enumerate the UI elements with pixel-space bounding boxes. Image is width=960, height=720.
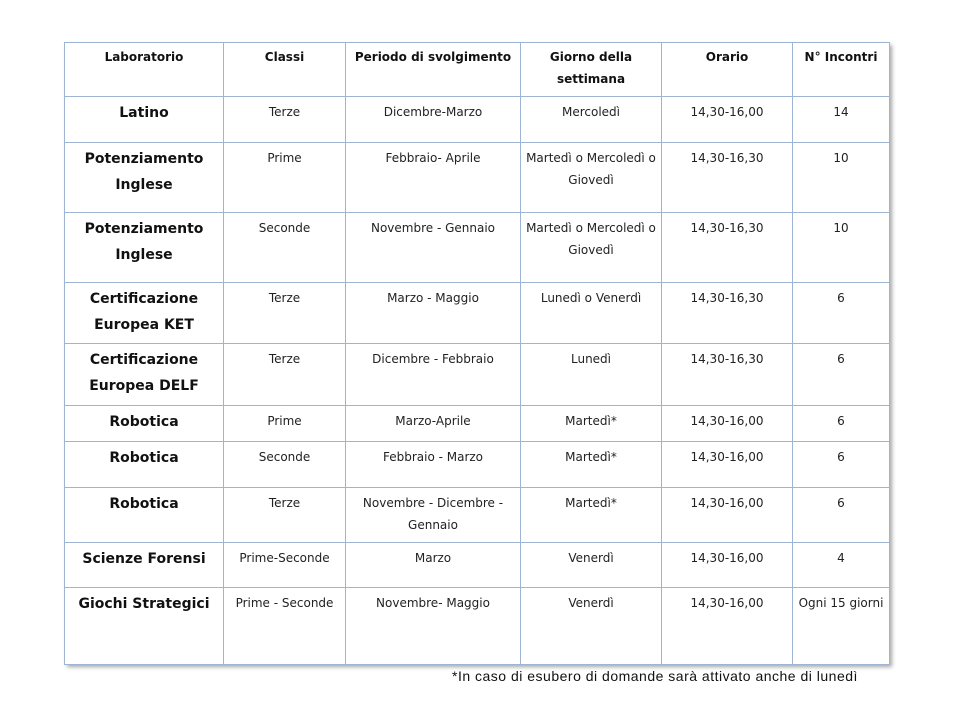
table-row — [65, 488, 890, 543]
table-row — [65, 143, 890, 213]
cell-classi: Prime-Seconde — [224, 543, 346, 588]
header-periodo: Periodo di svolgimento — [346, 43, 521, 97]
cell-giorno: Venerdì — [521, 543, 662, 588]
table-row — [65, 588, 890, 665]
cell-classi: Terze — [224, 97, 346, 143]
cell-periodo: Novembre - Dicembre - Gennaio — [346, 488, 521, 543]
cell-laboratorio: Giochi Strategici — [65, 588, 224, 665]
cell-laboratorio: Robotica — [65, 406, 224, 442]
cell-classi: Terze — [224, 344, 346, 406]
cell-periodo: Febbraio- Aprile — [346, 143, 521, 213]
cell-incontri: 6 — [793, 488, 890, 543]
cell-orario: 14,30-16,00 — [662, 406, 793, 442]
cell-classi: Seconde — [224, 442, 346, 488]
cell-orario: 14,30-16,00 — [662, 543, 793, 588]
cell-orario: 14,30-16,30 — [662, 283, 793, 344]
cell-giorno: Martedì* — [521, 406, 662, 442]
cell-giorno: Martedì* — [521, 442, 662, 488]
cell-incontri: 6 — [793, 406, 890, 442]
cell-classi: Seconde — [224, 213, 346, 283]
cell-incontri: 14 — [793, 97, 890, 143]
cell-orario: 14,30-16,00 — [662, 442, 793, 488]
cell-periodo: Febbraio - Marzo — [346, 442, 521, 488]
table-row — [65, 442, 890, 488]
cell-giorno: Mercoledì — [521, 97, 662, 143]
cell-incontri: Ogni 15 giorni — [793, 588, 890, 665]
cell-classi: Terze — [224, 488, 346, 543]
cell-laboratorio: Certificazione Europea KET — [65, 283, 224, 344]
header-classi: Classi — [224, 43, 346, 97]
cell-classi: Prime — [224, 143, 346, 213]
header-orario: Orario — [662, 43, 793, 97]
cell-giorno: Venerdì — [521, 588, 662, 665]
header-giorno: Giorno della settimana — [521, 43, 662, 97]
cell-giorno: Lunedì — [521, 344, 662, 406]
table-row — [65, 97, 890, 143]
cell-orario: 14,30-16,30 — [662, 143, 793, 213]
cell-classi: Prime - Seconde — [224, 588, 346, 665]
cell-laboratorio: Certificazione Europea DELF — [65, 344, 224, 406]
cell-giorno: Martedì o Mercoledì o Giovedì — [521, 213, 662, 283]
cell-laboratorio: Robotica — [65, 488, 224, 543]
cell-orario: 14,30-16,30 — [662, 213, 793, 283]
cell-periodo: Marzo - Maggio — [346, 283, 521, 344]
cell-laboratorio: Latino — [65, 97, 224, 143]
schedule-table-container — [64, 42, 889, 664]
cell-incontri: 6 — [793, 442, 890, 488]
header-row — [65, 43, 890, 97]
cell-periodo: Novembre- Maggio — [346, 588, 521, 665]
table-row — [65, 344, 890, 406]
cell-laboratorio: Potenziamento Inglese — [65, 143, 224, 213]
cell-periodo: Novembre - Gennaio — [346, 213, 521, 283]
cell-laboratorio: Robotica — [65, 442, 224, 488]
header-laboratorio: Laboratorio — [65, 43, 224, 97]
table-row — [65, 543, 890, 588]
cell-classi: Terze — [224, 283, 346, 344]
cell-periodo: Dicembre - Febbraio — [346, 344, 521, 406]
laboratory-schedule-table — [64, 42, 890, 665]
header-incontri: N° Incontri — [793, 43, 890, 97]
cell-giorno: Martedì* — [521, 488, 662, 543]
cell-periodo: Marzo — [346, 543, 521, 588]
cell-laboratorio: Potenziamento Inglese — [65, 213, 224, 283]
cell-orario: 14,30-16,00 — [662, 97, 793, 143]
cell-orario: 14,30-16,30 — [662, 344, 793, 406]
cell-orario: 14,30-16,00 — [662, 488, 793, 543]
cell-orario: 14,30-16,00 — [662, 588, 793, 665]
table-row — [65, 406, 890, 442]
cell-periodo: Marzo-Aprile — [346, 406, 521, 442]
cell-giorno: Martedì o Mercoledì o Giovedì — [521, 143, 662, 213]
footnote: *In caso di esubero di domande sarà attivato anche di lunedì — [452, 668, 858, 684]
cell-classi: Prime — [224, 406, 346, 442]
cell-incontri: 10 — [793, 213, 890, 283]
cell-periodo: Dicembre-Marzo — [346, 97, 521, 143]
cell-laboratorio: Scienze Forensi — [65, 543, 224, 588]
cell-incontri: 4 — [793, 543, 890, 588]
table-row — [65, 213, 890, 283]
cell-giorno: Lunedì o Venerdì — [521, 283, 662, 344]
cell-incontri: 10 — [793, 143, 890, 213]
cell-incontri: 6 — [793, 344, 890, 406]
cell-incontri: 6 — [793, 283, 890, 344]
table-row — [65, 283, 890, 344]
